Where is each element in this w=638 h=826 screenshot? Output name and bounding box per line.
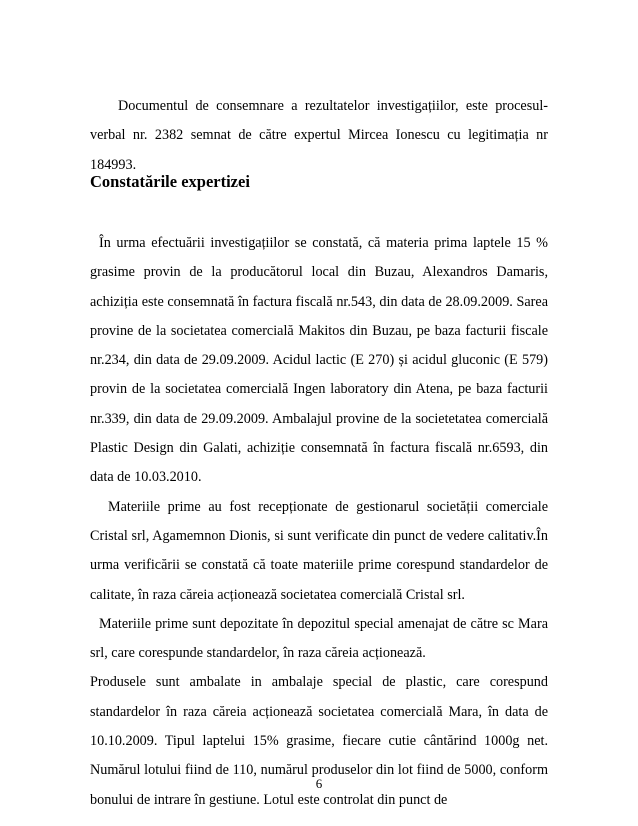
intro-paragraph: Documentul de consemnare a rezultatelor investigațiilor, este procesul-verbal nr. 2382 semnat de către expertul Mircea Ionescu cu legitimația nr 184993.: [90, 98, 548, 173]
page-number: 6: [315, 776, 323, 791]
section-heading: Constatările expertizei: [90, 172, 250, 191]
paragraph-reception: Materiile prime au fost recepționate de gestionarul societății comerciale Cristal srl, Agamemnon Dionis, si sunt verificate din punct de vedere calitativ.În urma verificării se constată că toate materiile prime corespund standardelor de calitate, în raza căreia acționează societatea comercială Cristal srl.: [90, 498, 548, 603]
paragraph-packaging: Produsele sunt ambalate in ambalaje special de plastic, care corespund standardelor în raza căreia acționează societatea comercială Mara, în data de 10.10.2009. Tipul laptelui 15% grasime, fiecare cutie cântărind 1000g net. Numărul lotului fiind de 110, numărul produselor din lot fiind de 5000, conform bonului de intrare în gestiune. Lotul este controlat din punct de: [90, 674, 548, 808]
paragraph-storage: Materiile prime sunt depozitate în depozitul special amenajat de către sc Mara srl, care corespunde standardelor, în raza căreia acționează.: [90, 615, 548, 662]
paragraph-origin: În urma efectuării investigațiilor se constată, că materia prima laptele 15 % grasime provin de la producătorul local din Buzau, Alexandros Damaris, achiziția este consemnată în factura fiscală nr.543, din data de 28.09.2009. Sarea provine de la societatea comercială Makitos din Buzau, pe baza facturii fiscale nr.234, din data de 29.09.2009. Acidul lactic (E 270) și acidul gluconic (E 579) provin de la societatea comercială Ingen laboratory din Atena, pe baza facturii nr.339, din data de 29.09.2009. Ambalajul provine de la societetatea comercială Plastic Design din Galati, achiziție consemnată în factura fiscală nr.6593, din data de 10.03.2010.: [90, 235, 548, 486]
section-body: [90, 229, 548, 815]
